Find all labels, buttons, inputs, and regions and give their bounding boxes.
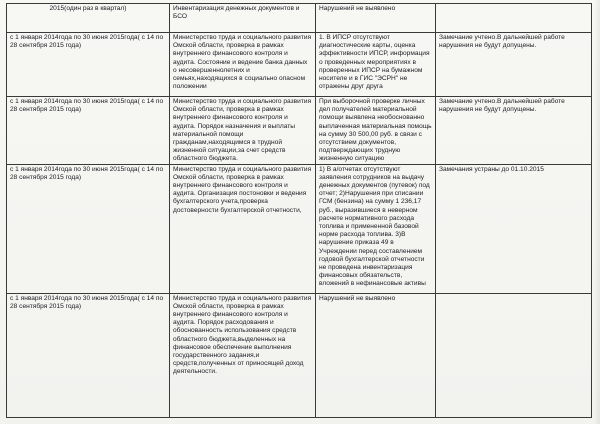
period-cell <box>7 4 170 33</box>
event-text: Министерство труда и социального развития Омской области, проверка в рамках внутреннего финансового контроля и аудита. Порядок назначения и выплаты материальной помощи гражданам,находящимся в трудной жизненной ситуации,за счет средств областного бюджета. <box>173 98 312 163</box>
measures-cell <box>436 97 592 165</box>
event-cell <box>170 293 316 417</box>
period-text: с 1 января 2014года по 30 июня 2015года( с 14 по 28 сентября 2015 года) <box>10 165 164 181</box>
table-row <box>7 4 592 33</box>
event-cell <box>170 164 316 293</box>
inspection-table <box>6 3 592 418</box>
event-cell <box>170 33 316 97</box>
event-text: Министерство труда и социального развития Омской области, проверка в рамках внутреннего финансового контроля и аудита. Состояние и ведение банка данных о несовершеннолетних и семьях,находящихся в социально опасном положении <box>173 34 312 91</box>
event-text: Министерство труда и социального развития Омской области, проверка в рамках внутреннего финансового контроля и аудита. Организация постоновки и ведения бухгалтерского учета,проверка достоверности бухгалтерской отчетности, <box>173 165 312 214</box>
scan-edge-shadow <box>594 0 600 424</box>
measures-text: Замечания устраны до 01.10.2015 <box>439 165 544 173</box>
measures-text: Замечание учтено.В дальнейшей работе нарушения не будут допущены. <box>439 34 565 50</box>
period-cell <box>7 164 170 293</box>
period-text: с 1 января 2014года по 30 июня 2015года( с 14 по 28 сентября 2015 года) <box>10 98 164 114</box>
measures-text: Замечание учтено.В дальнейшей работе нарушения не будут допущены. <box>439 98 565 114</box>
result-cell <box>316 97 436 165</box>
event-text: Министерство труда и социального развития Омской области, проверка в рамках внутреннего финансового контроля и аудита. Порядок расходования и обоснованность использования средств областного бюджета,выделенных на финансовое обеспечение выполнения государственного задания,и средств,полученных от приносящей доход деятельности. <box>173 294 312 376</box>
measures-cell <box>436 33 592 97</box>
period-cell <box>7 293 170 417</box>
table-row <box>7 33 592 97</box>
result-cell <box>316 293 436 417</box>
result-cell <box>316 4 436 33</box>
table-row <box>7 97 592 165</box>
result-cell <box>316 33 436 97</box>
result-text: 1) В а/отчетах отсутствуют заявления сотрудников на выдачу денежных документов (путевок) под отчет; 2)Нарушения при списании ГСМ (бензина) на сумму 1 236,17 руб., выразившиеся в неверном расчете нормативного расхода топлива и примененной базовой норме расхода топлива. 3)В нарушение приказа 49 в Учреждении перед составлением годовой бухгалтерской отчетности не проведена инвентаризация финансовых обязательств, вложений в нефинансовые активы <box>319 165 430 288</box>
event-cell <box>170 97 316 165</box>
measures-cell <box>436 4 592 33</box>
measures-cell <box>436 293 592 417</box>
event-cell <box>170 4 316 33</box>
table-row <box>7 164 592 293</box>
event-text: Инвентаризация денежных документов и БСО <box>173 5 300 21</box>
result-text: При выборочной проверке личных дел получателей материальной помощи выявлена необоснованно выплаченная материальная помощь на сумму 30 500,00 руб. в связи с отсутствием документов, подтверждающих трудную жизненную ситуацию <box>319 98 432 163</box>
period-text: 2015(один раз в квартал) <box>49 5 127 12</box>
table-row <box>7 293 592 417</box>
result-text: 1. В ИПСР отсутствуют диагностические карты, оценка эффективности ИПСР, информация о проведенных мероприятиях в проверенных ИПСР на бумажном носителе и в ГИС "ЭСРН" не отражены друг друга <box>319 34 430 91</box>
period-text: с 1 января 2014года по 30 июня 2015года( с 14 по 28 сентября 2015 года) <box>10 294 164 310</box>
measures-cell <box>436 164 592 293</box>
result-text: Нарушений не выявлено <box>319 294 396 302</box>
result-text: Нарушений не выявлено <box>319 5 396 12</box>
period-cell <box>7 97 170 165</box>
result-cell <box>316 164 436 293</box>
period-text: с 1 января 2014года по 30 июня 2015года( с 14 по 28 сентября 2015 года) <box>10 34 164 50</box>
period-cell <box>7 33 170 97</box>
